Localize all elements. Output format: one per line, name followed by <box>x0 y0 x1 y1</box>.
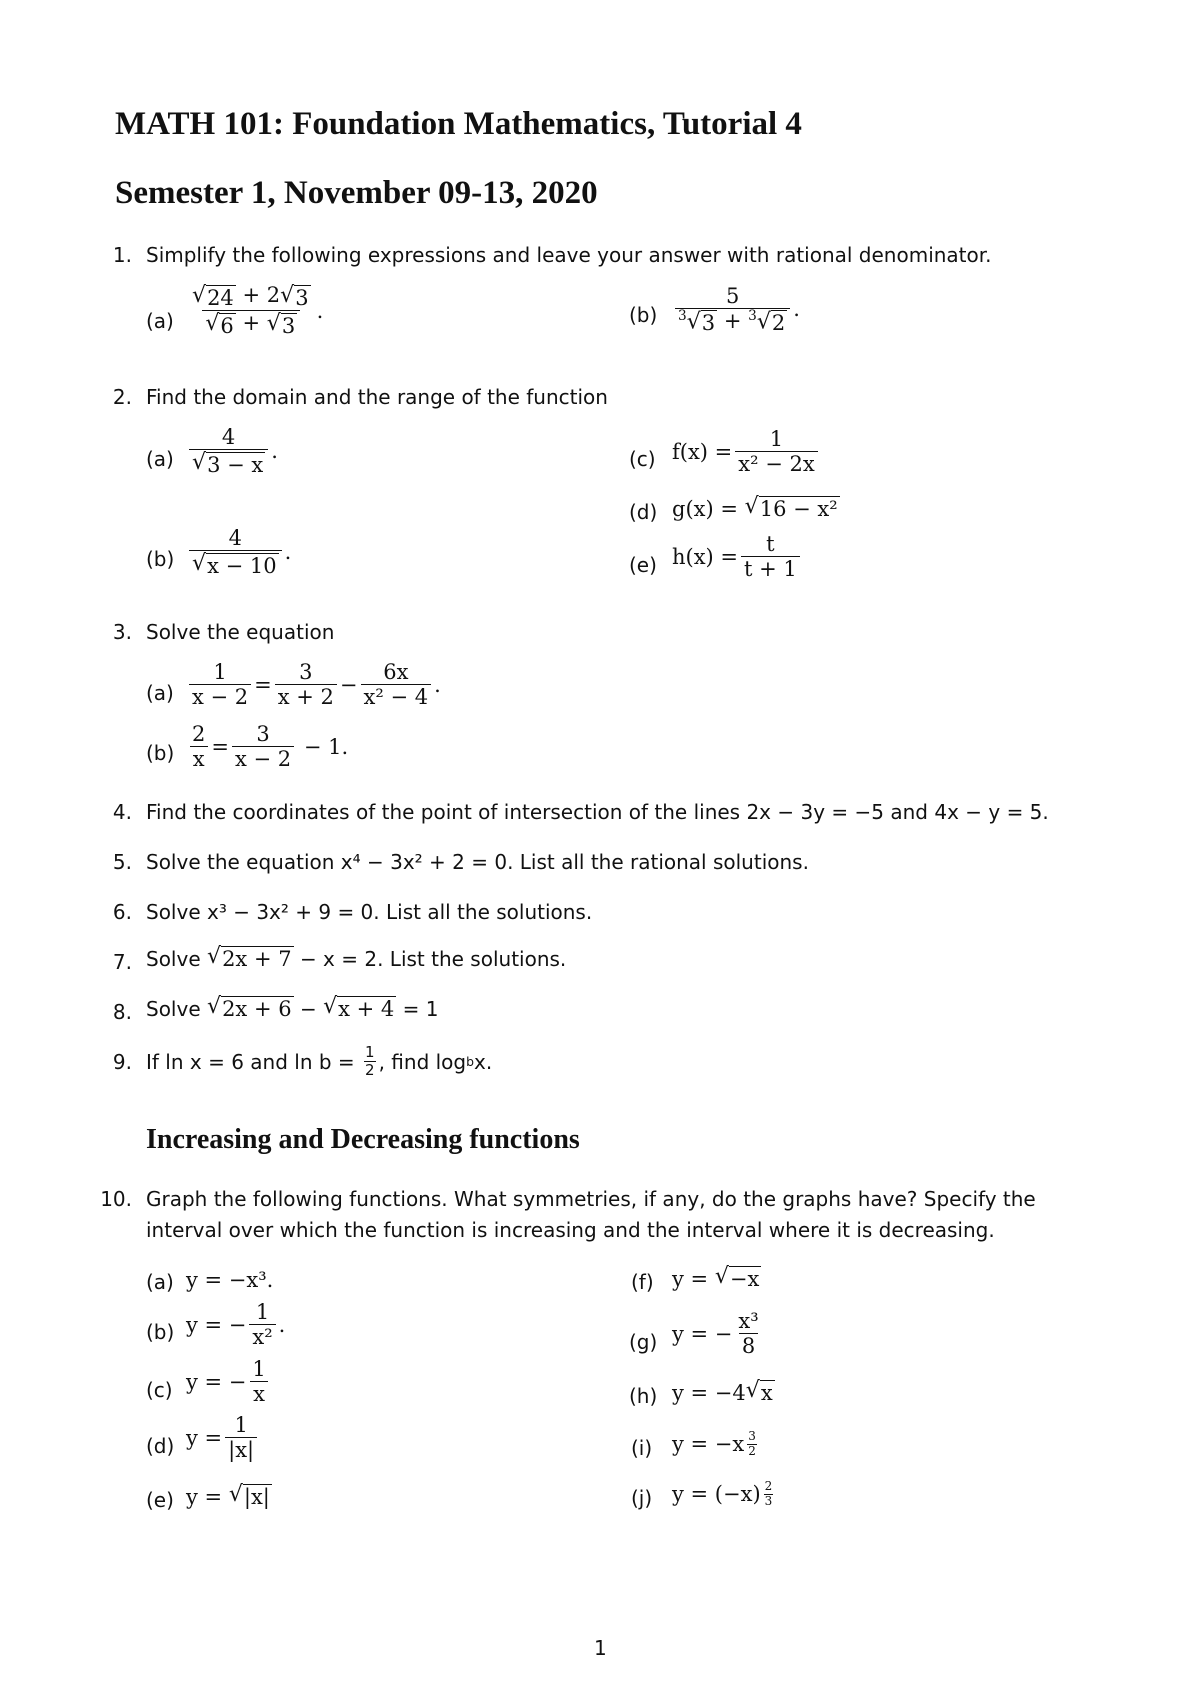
q1a-end: . <box>316 298 324 323</box>
q2d-rad: 16 − x² <box>759 497 838 521</box>
q10e-label: (e) <box>146 1488 174 1512</box>
q1b-d1: 3 <box>701 310 716 335</box>
q3-number: 3. <box>112 620 132 644</box>
q2e-den: t + 1 <box>741 556 800 581</box>
q5-number: 5. <box>112 850 132 874</box>
q10a-expression: y = −x³. <box>186 1268 274 1292</box>
q2e-expression <box>672 532 803 581</box>
q2c-den: x² − 2x <box>735 451 817 476</box>
q1a-n2: + 2 <box>242 283 281 307</box>
q3a-expression: $\frac{1}{x - 2}$ = $\frac{3}{x + 2}$ − $\frac{6x}{\text{x² − 4}}$ . <box>186 660 441 709</box>
page-number: 1 <box>594 1636 607 1660</box>
q1-text: Simplify the following expressions and leave your answer with rational denominator. <box>146 243 992 267</box>
q10i-expression: y = −x $\frac{3}{2}$ <box>672 1429 756 1458</box>
q4-number: 4. <box>112 800 132 824</box>
q10b-expression: y = − $\frac{1}{\text{x²}}$ . <box>186 1300 286 1350</box>
q10c-label: (c) <box>146 1378 173 1402</box>
q2a-num: 4 <box>221 425 236 449</box>
q2e-lhs: h(x) = <box>672 544 739 569</box>
q2c-expression <box>672 427 821 476</box>
q10a-label: (a) <box>146 1270 174 1294</box>
q10j-expression: y = (−x) $\frac{2}{3}$ <box>672 1479 773 1508</box>
q2a-den: 3 − x <box>207 453 264 478</box>
q2e-label: (e) <box>629 553 657 577</box>
q1a-d1: 6 <box>220 314 234 339</box>
q2b-den: x − 10 <box>207 554 277 579</box>
q1b-num: 5 <box>725 284 740 308</box>
q3b-expression: $\frac{2}{x}$ = $\frac{3}{x - 2}$ − 1. <box>186 722 348 771</box>
q10h-expression: y = −4 √ x <box>672 1378 773 1405</box>
q2-text: Find the domain and the range of the function <box>146 385 608 409</box>
q8-number: 8. <box>112 1000 132 1024</box>
q10-number: 10. <box>100 1187 132 1211</box>
q3a-label: (a) <box>146 681 174 705</box>
q2-number: 2. <box>112 385 132 409</box>
q10f-expression: y = √ −x <box>672 1264 760 1291</box>
q1a-n1: 24 <box>207 286 234 310</box>
q10j-label: (j) <box>631 1486 653 1510</box>
q10h-label: (h) <box>629 1384 658 1408</box>
q1a-d3: 3 <box>281 314 296 339</box>
q2b-label: (b) <box>146 547 175 571</box>
q2b-expression: 4 √ x − 10 . <box>186 526 291 578</box>
q10e-expression: y = √ |x| <box>186 1482 270 1509</box>
q6-text: Solve x³ − 3x² + 9 = 0. List all the solutions. <box>146 900 593 924</box>
q10-line2: interval over which the function is increasing and the interval where it is decreasing. <box>146 1218 995 1242</box>
q5-text: Solve the equation x⁴ − 3x² + 2 = 0. List all the rational solutions. <box>146 850 809 874</box>
q3-text: Solve the equation <box>146 620 335 644</box>
q1a-fraction: √ 24 + 2 √ 3 √ 6 + √ 3 <box>192 283 309 339</box>
q1b-fraction: 5 $^3$√ 3 + $^3$√ 2 <box>675 284 790 335</box>
q9-number: 9. <box>112 1050 132 1074</box>
q2d-label: (d) <box>629 500 658 524</box>
q1b-d2: + <box>723 309 742 334</box>
q10g-label: (g) <box>629 1330 658 1354</box>
q6-number: 6. <box>112 900 132 924</box>
q1b-d3: 2 <box>771 310 786 335</box>
q2a-label: (a) <box>146 447 174 471</box>
q10d-expression: y = $\frac{1}{|x|}$ <box>186 1413 260 1462</box>
q1a-n3: 3 <box>295 286 309 310</box>
q10d-label: (d) <box>146 1434 175 1458</box>
q2c-lhs: f(x) = <box>672 439 733 464</box>
semester-subtitle: Semester 1, November 09-13, 2020 <box>115 175 598 211</box>
q10g-expression: y = − $\frac{\text{x³}}{8}$ <box>672 1309 759 1359</box>
q2c-num: 1 <box>769 427 784 451</box>
q10b-label: (b) <box>146 1320 175 1344</box>
q10f-label: (f) <box>631 1270 654 1294</box>
q10c-expression: y = − $\frac{1}{x}$ <box>186 1357 272 1406</box>
q2e-num: t <box>766 532 775 556</box>
section-heading: Increasing and Decreasing functions <box>146 1124 580 1155</box>
q4-text: Find the coordinates of the point of intersection of the lines 2x − 3y = −5 and 4x − y = 5. <box>146 800 1049 824</box>
q1-number: 1. <box>112 243 132 267</box>
q1a-expression <box>186 283 323 338</box>
q3b-label: (b) <box>146 741 175 765</box>
q1b-end: . <box>793 297 800 322</box>
q10-line1: Graph the following functions. What symmetries, if any, do the graphs have? Specify the <box>146 1187 1036 1211</box>
q1a-label: (a) <box>146 309 174 333</box>
q2b-num: 4 <box>228 526 242 550</box>
q8-text: Solve √ 2x + 6 − √ x + 4 = 1 <box>146 994 439 1021</box>
q9-text: If ln x = 6 and ln b = $\frac{1}{2}$ , find log b x. <box>146 1043 493 1080</box>
q1b-expression <box>672 284 800 335</box>
q7-number: 7. <box>112 950 132 974</box>
q2d-lhs: g(x) = <box>672 496 738 521</box>
document-title: MATH 101: Foundation Mathematics, Tutorial 4 <box>115 106 802 142</box>
q1a-d2: + <box>242 311 261 336</box>
q10i-label: (i) <box>631 1436 653 1460</box>
q2c-label: (c) <box>629 447 656 471</box>
q1b-label: (b) <box>629 303 658 327</box>
q2d-expression: g(x) = √ 16 − x² <box>672 494 838 521</box>
q7-text: Solve √ 2x + 7 − x = 2. List the solutions. <box>146 944 567 971</box>
q2a-expression: 4 √ 3 − x . <box>186 425 278 477</box>
